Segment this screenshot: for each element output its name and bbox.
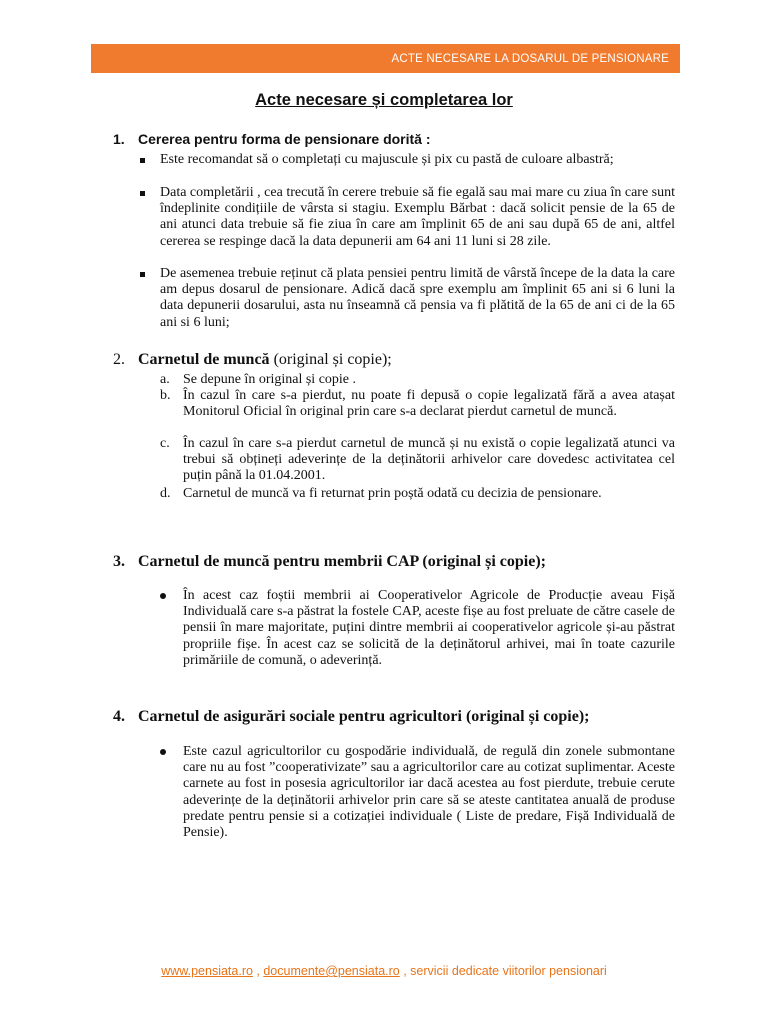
section-2-heading: [113, 351, 392, 369]
footer-tagline: , servicii dedicate viitorilor pensionari: [399, 964, 607, 978]
list-item: Carnetul de muncă va fi returnat prin poștă odată cu decizia de pensionare.: [183, 486, 602, 501]
section-title: Cererea pentru forma de pensionare dorită :: [138, 131, 431, 147]
footer: [0, 964, 768, 978]
page-title: Acte necesare și completarea lor: [255, 91, 513, 109]
list-item: De asemenea trebuie reținut că plata pensiei pentru limită de vârstă începe de la data la care am depus dosarul de pensionare. Adică dacă spre exemplu am împlinit 65 ani si 6 luni la data depunerii dosarului, asta nu înseamnă că pensia va fi plătită de la 65 de ani ci de la 65 ani si 6 luni;: [160, 266, 675, 330]
bullet-dot-icon: [160, 744, 166, 755]
square-bullet-icon: [140, 152, 145, 163]
header-banner: [91, 44, 680, 73]
section-title: Carnetul de muncă: [138, 351, 270, 368]
footer-separator: ,: [252, 964, 264, 978]
section-number: 1.: [113, 131, 125, 147]
section-3-heading: [113, 553, 546, 571]
list-item: Este cazul agricultorilor cu gospodărie individuală, de regulă din zonele submontane care nu au fost ”cooperativizate” sau a agricultorilor care au cotizat suplimentar. Aceste carnete au fost in posesia agricultorilor iar dacă acestea au fost pierdute, trebuie cerute adeverințe de la deținătorii arhivelor prin care să se ateste cantitatea anuală de produse predate pentru pensie si a cotizației individuale ( Liste de predare, Fișă Individuală de Pensie).: [183, 744, 675, 841]
header-banner-text: ACTE NECESARE LA DOSARUL DE PENSIONARE: [391, 52, 669, 65]
list-letter: c.: [160, 436, 170, 451]
section-title: Carnetul de muncă pentru membrii CAP (original și copie);: [138, 553, 546, 570]
list-item: Data completării , cea trecută în cerere trebuie să fie egală sau mai mare cu ziua în care sunt îndeplinite condițiile de vârsta si stagiu. Exemplu Bărbat : dacă solicit pensie de la 65 de ani atunci data trebuie să fie ziua în care am împlinit 65 de ani sau după 65 de ani, altfel cererea se respinge dacă la data depunerii am 64 ani 11 luni si 28 zile.: [160, 185, 675, 249]
list-letter: d.: [160, 486, 171, 501]
email-link[interactable]: documente@pensiata.ro: [263, 964, 400, 978]
list-letter: a.: [160, 372, 170, 387]
section-title-suffix: (original și copie);: [269, 351, 392, 368]
section-number: 4.: [113, 708, 125, 725]
website-link[interactable]: www.pensiata.ro: [161, 964, 253, 978]
section-title: Carnetul de asigurări sociale pentru agricultori (original și copie);: [138, 708, 590, 725]
list-item: În cazul în care s-a pierdut, nu poate fi depusă o copie legalizată fără a avea atașat Monitorul Oficial în original prin care s-a declarat pierdut carnetul de muncă.: [183, 388, 675, 420]
list-item: În cazul în care s-a pierdut carnetul de muncă și nu există o copie legalizată atunci va trebui să obțineți adeverințe de la deținătorii arhivelor care dovedesc activitatea cel puțin până la 01.04.2001.: [183, 436, 675, 484]
square-bullet-icon: [140, 266, 145, 277]
section-number: 2.: [113, 351, 125, 368]
section-1-heading: [113, 131, 431, 147]
list-item: Este recomandat să o completați cu majuscule și pix cu pastă de culoare albastră;: [160, 152, 614, 167]
bullet-dot-icon: [160, 588, 166, 599]
square-bullet-icon: [140, 185, 145, 196]
section-number: 3.: [113, 553, 125, 570]
section-4-heading: [113, 708, 590, 726]
list-item: Se depune în original și copie .: [183, 372, 357, 387]
list-letter: b.: [160, 388, 171, 403]
list-item: În acest caz foștii membrii ai Cooperativelor Agricole de Producție aveau Fișă Individuală care s-a păstrat la fostele CAP, aceste fișe au fost preluate de către casele de pensii în mare majoritate, puțini dintre membrii ai cooperativelor agricole și-au păstrat propriile fișe. În acest caz se solicită de la deținătorul arhivei, mai în toate cazurile primăriile de comună, o adeverință.: [183, 588, 675, 668]
